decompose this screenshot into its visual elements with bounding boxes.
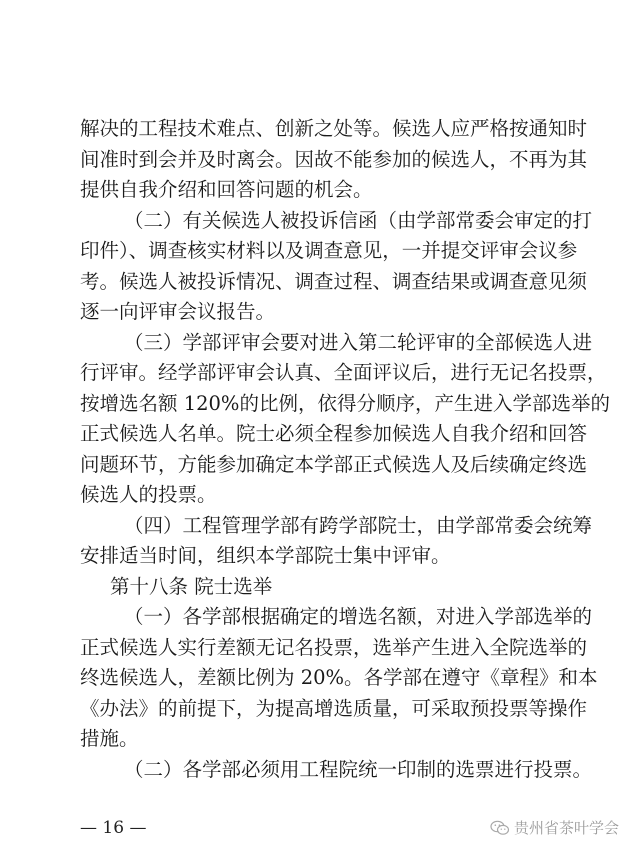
- text-line: 按增选名额 120%的比例，依得分顺序，产生进入学部选举的: [80, 391, 610, 415]
- text-line: 间准时到会并及时离会。因故不能参加的候选人，不再为其: [80, 147, 588, 171]
- text-line: 正式候选人实行差额无记名投票，选举产生进入全院选举的: [80, 635, 588, 659]
- text-line: （一）各学部根据确定的增选名额，对进入学部选举的: [124, 605, 593, 628]
- text-line: 终选候选人，差额比例为 20%。各学部在遵守《章程》和本: [80, 666, 598, 689]
- text-line: 正式候选人名单。院士必须全程参加候选人自我介绍和回答: [80, 422, 588, 445]
- article-heading: 第十八条 院士选举: [110, 574, 273, 598]
- text-line: 印件）、调查核实材料以及调查意见，一并提交评审会议参: [80, 239, 578, 262]
- text-line: （四）工程管理学部有跨学部院士，由学部常委会统筹: [124, 513, 593, 537]
- text-line: （二）有关候选人被投诉信函（由学部常委会审定的打: [124, 208, 593, 232]
- text-line: （二）各学部必须用工程院统一印制的选票进行投票。: [124, 757, 593, 781]
- text-line: 考。候选人被投诉情况、调查过程、调查结果或调查意见须: [80, 269, 588, 293]
- page-number: — 16 —: [80, 818, 147, 838]
- text-line: 安排适当时间，组织本学部院士集中评审。: [80, 544, 451, 567]
- wechat-icon: [490, 820, 510, 836]
- text-line: 候选人的投票。: [80, 483, 217, 506]
- text-line: （三）学部评审会要对进入第二轮评审的全部候选人进: [124, 330, 593, 354]
- text-line: 行评审。经学部评审会认真、全面评议后，进行无记名投票，: [80, 361, 607, 384]
- text-line: 《办法》的前提下，为提高增选质量，可采取预投票等操作: [80, 696, 588, 720]
- text-line: 解决的工程技术难点、创新之处等。候选人应严格按通知时: [80, 117, 588, 140]
- watermark: [490, 817, 619, 838]
- document-body: [80, 114, 610, 785]
- text-line: 措施。: [80, 727, 139, 750]
- text-line: 提供自我介绍和回答问题的机会。: [80, 178, 373, 201]
- text-line: 逐一向评审会议报告。: [80, 300, 276, 323]
- watermark-text: 贵州省茶叶学会: [513, 819, 619, 837]
- text-line: 问题环节，方能参加确定本学部正式候选人及后续确定终选: [80, 452, 588, 476]
